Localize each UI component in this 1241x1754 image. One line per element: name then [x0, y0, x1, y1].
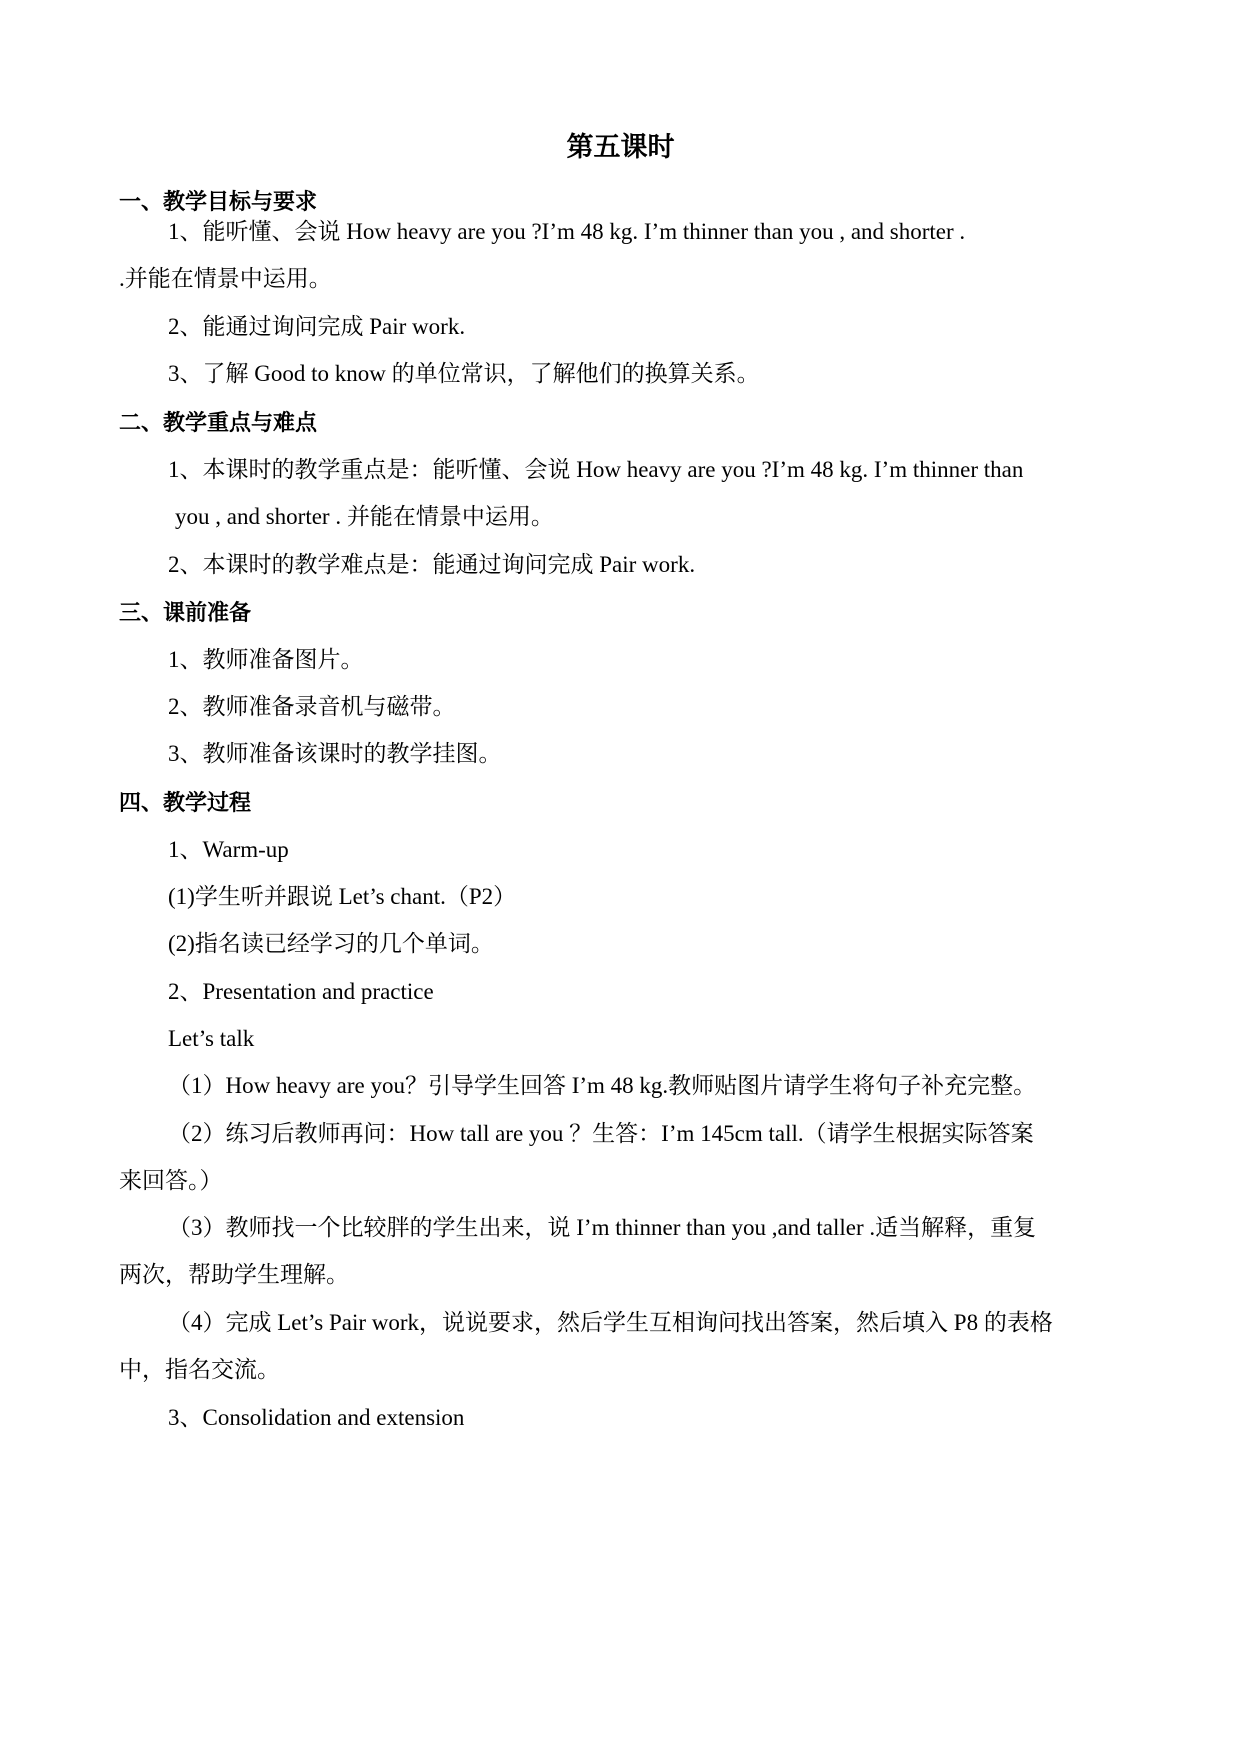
step-presentation: 2、Presentation and practice — [168, 979, 434, 1004]
key-point-1-line-1: 1、本课时的教学重点是：能听懂、会说 How heavy are you ?I’m 48 kg. I’m thinner than — [168, 457, 1024, 482]
talk-item-4-line-2: 中，指名交流。 — [119, 1357, 280, 1382]
talk-item-1: （1）How heavy are you？引导学生回答 I’m 48 kg.教师贴图片请学生将句子补充完整。 — [168, 1073, 1037, 1098]
key-point-2: 2、本课时的教学难点是：能通过询问完成 Pair work. — [168, 552, 696, 577]
warm-up-item-2: (2)指名读已经学习的几个单词。 — [168, 931, 494, 956]
objective-1-line-2: .并能在情景中运用。 — [119, 266, 332, 291]
talk-item-4-line-1: （4）完成 Let’s Pair work，说说要求，然后学生互相询问找出答案，然后填入 P8 的表格 — [168, 1310, 1053, 1335]
section-heading-key-points: 二、教学重点与难点 — [119, 411, 318, 436]
lets-talk-label: Let’s talk — [168, 1026, 255, 1051]
objective-3: 3、了解 Good to know 的单位常识，了解他们的换算关系。 — [168, 361, 760, 386]
step-warm-up: 1、Warm-up — [168, 837, 289, 862]
key-point-1-line-2: you , and shorter . 并能在情景中运用。 — [175, 504, 554, 529]
section-heading-process: 四、教学过程 — [119, 791, 252, 816]
section-heading-objectives: 一、教学目标与要求 — [119, 190, 318, 215]
preparation-1: 1、教师准备图片。 — [168, 647, 364, 672]
page-title: 第五课时 — [566, 132, 675, 163]
talk-item-2-line-2: 来回答。） — [119, 1168, 223, 1193]
talk-item-2-line-1: （2）练习后教师再问：How tall are you ？生答：I’m 145cm tall.（请学生根据实际答案 — [168, 1121, 1034, 1146]
talk-item-3-line-1: （3）教师找一个比较胖的学生出来，说 I’m thinner than you ,and taller .适当解释，重复 — [168, 1215, 1037, 1240]
objective-2: 2、能通过询问完成 Pair work. — [168, 314, 466, 339]
step-consolidation: 3、Consolidation and extension — [168, 1405, 465, 1430]
preparation-2: 2、教师准备录音机与磁带。 — [168, 694, 456, 719]
warm-up-item-1: (1)学生听并跟说 Let’s chant.（P2） — [168, 884, 517, 909]
objective-1-line-1: 1、能听懂、会说 How heavy are you ?I’m 48 kg. I’m thinner than you , and shorter . — [168, 219, 966, 244]
section-heading-preparation: 三、课前准备 — [119, 601, 252, 626]
preparation-3: 3、教师准备该课时的教学挂图。 — [168, 741, 502, 766]
talk-item-3-line-2: 两次，帮助学生理解。 — [119, 1262, 349, 1287]
